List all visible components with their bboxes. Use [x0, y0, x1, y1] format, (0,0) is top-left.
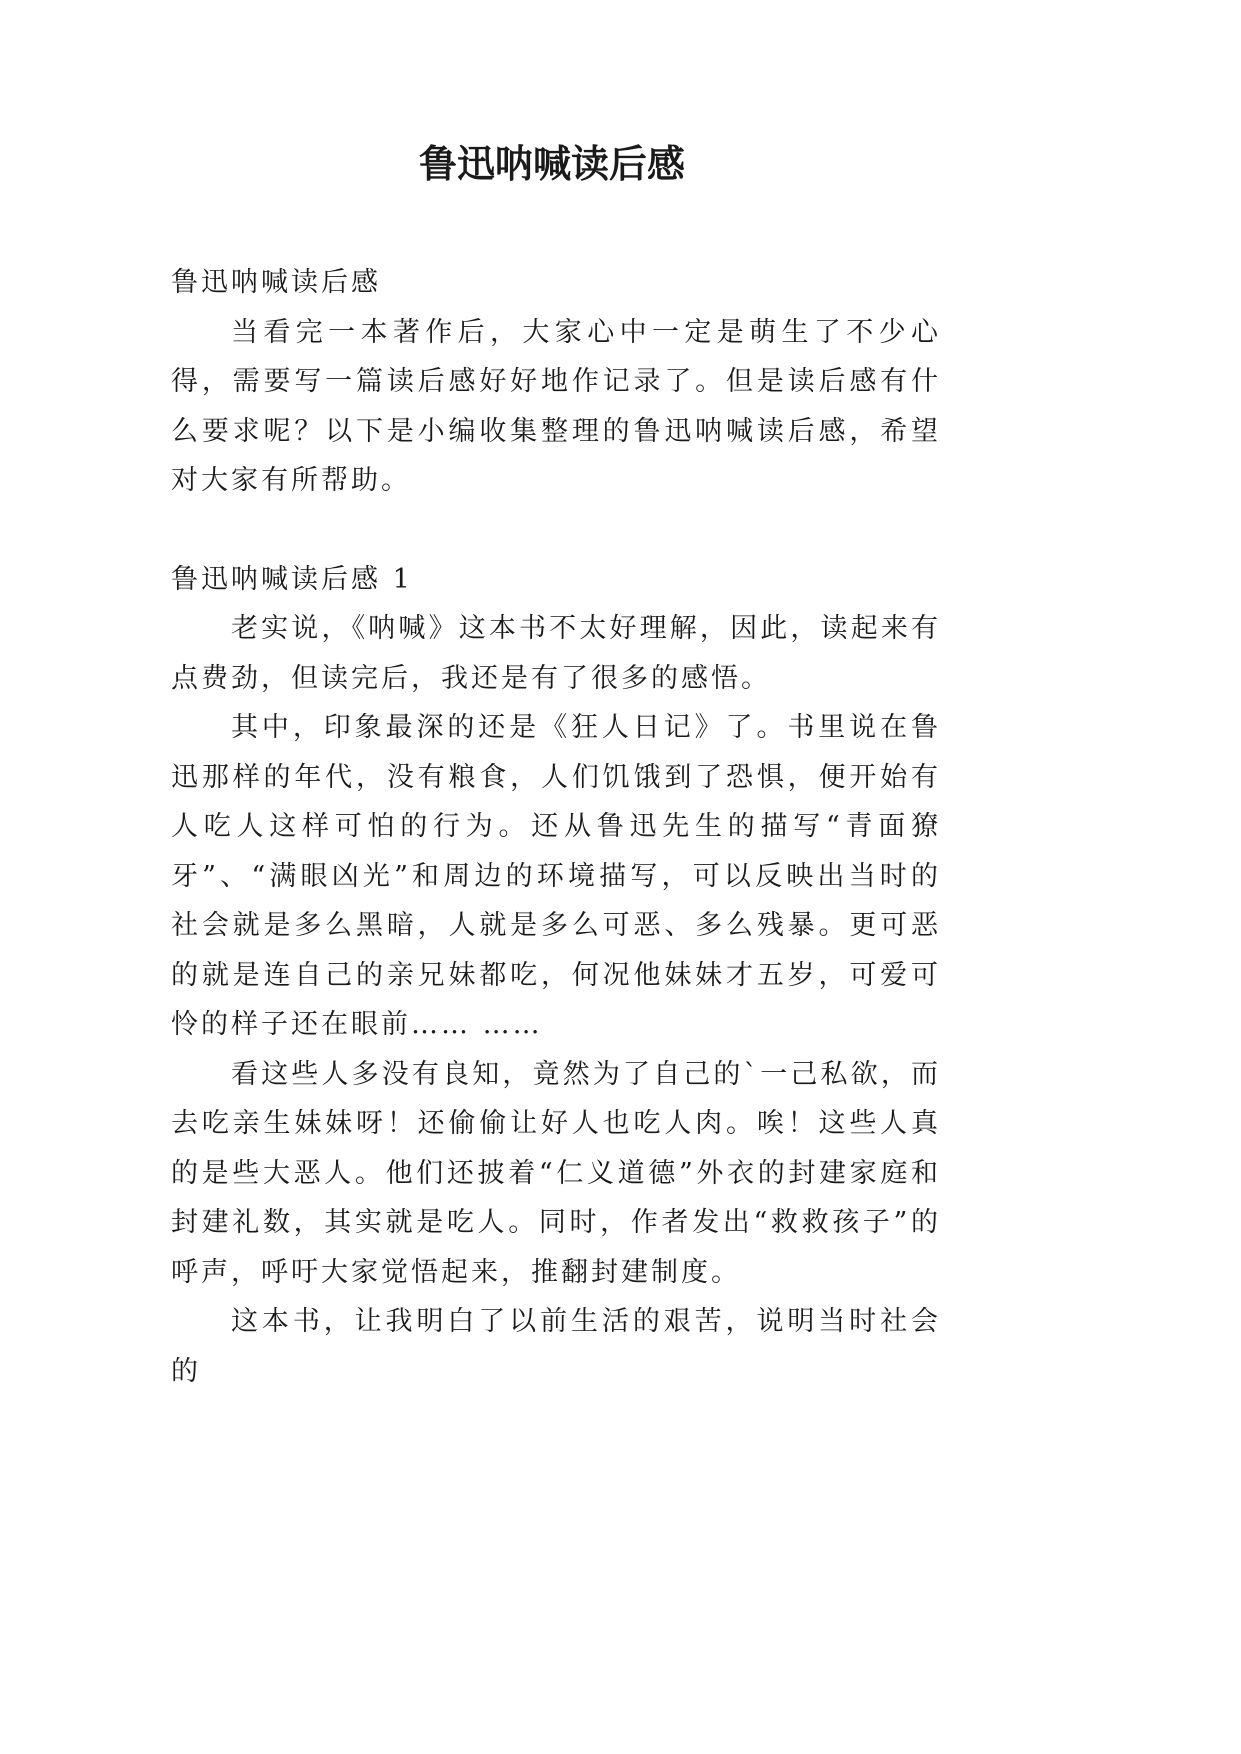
body-paragraph: 老实说，《呐喊》这本书不太好理解，因此，读起来有点费劲，但读完后，我还是有了很多的感悟。: [171, 613, 941, 694]
body-paragraph: 其中，印象最深的还是《狂人日记》了。书里说在鲁迅那样的年代，没有粮食，人们饥饿到了恐惧，便开始有人吃人这样可怕的行为。还从鲁迅先生的描写“青面獠牙”、“满眼凶光”和周边的环境描写，可以反映出当时的社会就是多么黑暗，人就是多么可恶、多么残暴。更可恶的就是连自己的亲兄妹都吃，何况他妹妹才五岁，可爱可怜的样子还在眼前…… ……: [171, 712, 941, 1040]
document-body: [171, 258, 941, 1396]
body-paragraph: 这本书，让我明白了以前生活的艰苦，说明当时社会的: [171, 1306, 941, 1387]
intro-paragraph: 当看完一本著作后，大家心中一定是萌生了不少心得，需要写一篇读后感好好地作记录了。但是读后感有什么要求呢？以下是小编收集整理的鲁迅呐喊读后感，希望对大家有所帮助。: [171, 316, 941, 496]
section-heading: 鲁迅呐喊读后感 1: [171, 563, 413, 595]
section-gap: [171, 506, 941, 555]
body-paragraph: 看这些人多没有良知，竟然为了自己的`一己私欲，而去吃亲生妹妹呀！还偷偷让好人也吃人肉。唉！这些人真的是些大恶人。他们还披着“仁义道德”外衣的封建家庭和封建礼数，其实就是吃人。同时，作者发出“救救孩子”的呼声，呼吁大家觉悟起来，推翻封建制度。: [171, 1058, 941, 1288]
document-title: 鲁迅呐喊读后感: [418, 141, 685, 186]
subtitle: 鲁迅呐喊读后感: [171, 267, 381, 298]
